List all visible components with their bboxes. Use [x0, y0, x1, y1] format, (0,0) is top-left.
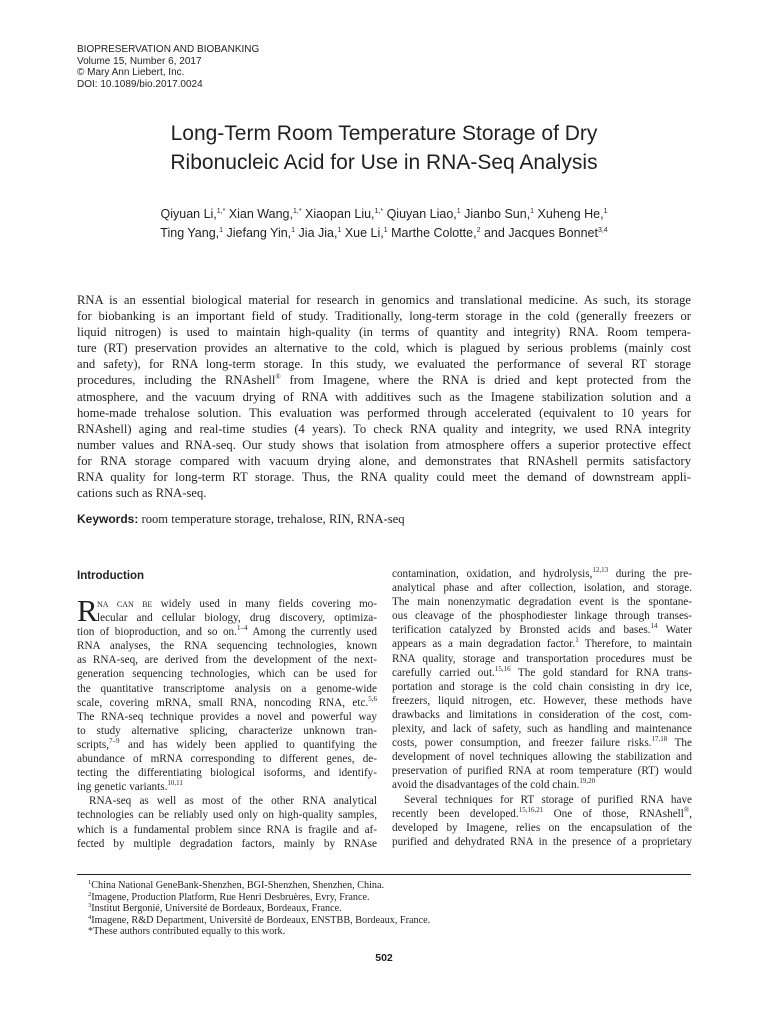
abstract-line: cations such as RNA-seq. [77, 486, 207, 501]
title-line-2: Ribonucleic Acid for Use in RNA-Seq Analysis [170, 151, 598, 174]
body-text-line: RNA-seq as well as most of the other RNA analytical [89, 795, 377, 808]
body-text-line: appears as a main degradation factor.$^1$ Therefore, to maintain [392, 636, 692, 651]
footnote: $^1$China National GeneBank-Shenzhen, BGI-Shenzhen, Shenzhen, China. [88, 879, 385, 891]
body-text-line: ing genetic variants.$^{10,11}$ [77, 779, 183, 794]
keywords-text: room temperature storage, trehalose, RIN, RNA-seq [138, 512, 405, 526]
journal-header [77, 44, 259, 90]
body-text-line: technologies can be reliably used only on high-quality samples, [77, 809, 377, 822]
author-name: Xian Wang, [225, 207, 293, 221]
article-title [60, 119, 708, 177]
abstract [77, 292, 691, 501]
body-column-left [77, 593, 378, 851]
journal-volume: Volume 15, Number 6, 2017 [77, 55, 202, 67]
journal-name: BIOPRESERVATION AND BIOBANKING [77, 44, 260, 55]
author-affiliation-mark: 3,4 [597, 227, 608, 234]
author-affiliation-mark: 1,* [374, 208, 384, 215]
abstract-line: for biobanking is an important field of study. Traditionally, long-term storage in the cold (generally freezers or [77, 309, 691, 324]
body-text-line: Several techniques for RT storage of purified RNA have [404, 793, 692, 806]
keywords [77, 512, 405, 527]
abstract-line: RNA is an essential biological material for research in genomics and translational medicine. As such, its storage [77, 293, 691, 307]
author-name: Jianbo Sun, [460, 207, 531, 221]
author-affiliation-mark: 1,* [216, 208, 226, 215]
author-affiliation-mark: 2 [476, 227, 481, 234]
keywords-label: Keywords: [77, 512, 139, 526]
body-text-line: the quantitative transcriptome analysis on a genome-wide [77, 682, 377, 695]
abstract-line: number values and RNA-seq. Our study shows that isolation from atmosphere offers a superior protective effect [77, 437, 691, 452]
drop-cap: R [77, 593, 98, 628]
body-text-line: to study alternative splicing, characterize unknown tran- [77, 724, 377, 737]
body-text-line: tecting the differentiating biological isoforms, and identify- [77, 767, 377, 780]
abstract-line: procedures, including the RNAshell® from Imagene, where the RNA is dried and kept protected from the [77, 373, 692, 388]
body-text-line: portation and storage is the cold chain consisting in dry ice, [392, 680, 692, 693]
body-text-line: na can be widely used in many fields covering mo- [97, 598, 378, 610]
body-text-line: development of novel techniques allowing the stabilization and [392, 751, 692, 764]
author-affiliation-mark: 1 [291, 227, 296, 234]
body-text-line: freezers, liquid nitrogen, etc. However, these methods have [392, 694, 692, 707]
abstract-line: for RNA storage compared with vacuum drying alone, and demonstrates that RNAshell permits satisfactory [77, 453, 691, 468]
body-text-line: ous cleavage of the phosphodiester linkage through transes- [392, 610, 692, 623]
abstract-line: home-made trehalose solution. This evaluation was performed through accelerated (equivalent to 10 years for [77, 405, 691, 420]
footnote: $^4$Imagene, R&D Department, Université de Bordeaux, ENSTBB, Bordeaux, France. [88, 913, 431, 926]
body-text-line: developed by Imagene, relies on the encapsulation of the [392, 821, 692, 834]
body-text-line: generation sequencing technologies, which can be used for [77, 668, 377, 681]
abstract-line: ture (RT) preservation provides an alternative to the cold, which is plagued by serious problems (mainly cost [77, 341, 691, 356]
author-name: and Jacques Bonnet [480, 226, 598, 240]
body-text-line: The RNA-seq technique provides a novel and powerful way [77, 710, 377, 723]
body-text-line: contamination, oxidation, and hydrolysis,$^{12,13}$ during the pre- [392, 566, 692, 580]
footnote: *These authors contributed equally to this work. [88, 926, 286, 938]
author-name: Jia Jia, [295, 226, 338, 240]
abstract-line: and safety), for RNA long-term storage. In this study, we evaluated the performance of several RT storage [77, 357, 691, 372]
abstract-line: RNAshell) aging and real-time studies (4 years). To check RNA quality and integrity, we used RNA integrity [77, 421, 691, 436]
section-heading-introduction: Introduction [77, 570, 145, 582]
footnote: $^3$Institut Bergonié, Université de Bordeaux, Bordeaux, France. [88, 902, 342, 915]
body-text-line: which is a fundamental problem since RNA is fragile and af- [77, 823, 377, 836]
footnote-divider [77, 874, 691, 875]
body-text-line: purified and dehydrated RNA in the presence of a proprietary [392, 835, 692, 848]
body-text-line: The main nonenzymatic degradation event is the spontane- [392, 596, 692, 609]
journal-doi: DOI: 10.1089/bio.2017.0024 [77, 78, 203, 90]
body-text-line: terification catalyzed by Bronsted acids and bases.$^{14}$ Water [392, 622, 692, 637]
author-name: Xuheng He, [534, 207, 604, 221]
author-affiliation-mark: 1,* [292, 208, 302, 215]
body-text-line: carefully carried out.$^{15,16}$ The gold standard for RNA trans- [392, 664, 692, 679]
author-list [60, 205, 708, 243]
body-text-line: costs, power consumption, and freezer failure risks.$^{17,18}$ The [392, 735, 692, 750]
author-name: Xiaopan Liu, [301, 207, 375, 221]
author-affiliation-mark: 1 [337, 227, 342, 234]
author-name: Jiefang Yin, [223, 226, 292, 240]
author-affiliation-mark: 1 [383, 227, 388, 234]
abstract-line: RNA quality for long-term RT storage. Thus, the RNA quality could meet the demand of downstream appli- [77, 470, 691, 485]
footnote: $^2$Imagene, Production Platform, Rue Henri Desbruères, Evry, France. [88, 890, 370, 903]
author-affiliation-mark: 1 [530, 208, 535, 215]
body-text-line: preservation of purified RNA at room temperature (RT) would [392, 765, 692, 778]
body-text-line: RNA analyses, the RNA sequencing technologies, known [77, 640, 377, 653]
body-column-right [392, 567, 692, 849]
body-text-line: tion of bioproduction, and so on.$^{1-4}$ Among the currently used [77, 624, 378, 639]
body-text-line: plexity, and lack of safety, such as handling and maintenance [392, 723, 692, 736]
body-text-line: abundance of mRNA corresponding to different genes, de- [77, 753, 377, 766]
body-text-line: recently been developed.$^{15,16,21}$ One of those, RNAshell®, [392, 805, 692, 820]
author-name: Xue Li, [341, 226, 384, 240]
abstract-line: atmosphere, and the vacuum drying of RNA with additives such as the Imagene stabilization solution and a [77, 389, 691, 404]
body-text-line: drawbacks and limitations in consideration of the cost, com- [392, 708, 692, 721]
abstract-line: liquid nitrogen) is used to maintain high-quality (in terms of quantity and integrity) RNA. Room tempera- [77, 325, 691, 340]
title-line-1: Long-Term Room Temperature Storage of Dry [170, 122, 598, 145]
author-name: Qiuyan Liao, [383, 207, 457, 221]
body-text-line: scale, covering mRNA, small RNA, noncoding RNA, etc.$^{5,6}$ [77, 694, 377, 709]
body-text-line: scripts,$^{7-9}$ and has widely been applied to quantifying the [77, 736, 377, 751]
page-number: 502 [375, 952, 393, 964]
journal-copyright: © Mary Ann Liebert, Inc. [77, 67, 185, 78]
body-text-line: analytical phase and after collection, isolation, and storage. [392, 582, 692, 595]
body-text-line: lecular and cellular biology, drug discovery, optimiza- [97, 612, 377, 625]
author-name: Qiyuan Li, [160, 207, 217, 221]
author-affiliation-mark: 1 [456, 208, 461, 215]
author-affiliation-mark: 1 [219, 227, 224, 234]
body-text-line: fected by multiple degradation factors, mainly by RNAse [77, 837, 377, 850]
body-text-line: avoid the disadvantages of the cold chain.$^{19,20}$ [392, 777, 596, 792]
author-affiliation-mark: 1 [603, 208, 608, 215]
author-name: Ting Yang, [160, 226, 220, 240]
body-text-line: RNA quality, storage and transportation procedures must be [392, 652, 692, 665]
affiliation-footnotes [88, 880, 430, 938]
author-line-2 [60, 224, 708, 243]
body-text-line: as RNA-seq, are derived from the development of the next- [77, 654, 377, 667]
author-line-1 [60, 205, 708, 224]
author-name: Marthe Colotte, [387, 226, 477, 240]
